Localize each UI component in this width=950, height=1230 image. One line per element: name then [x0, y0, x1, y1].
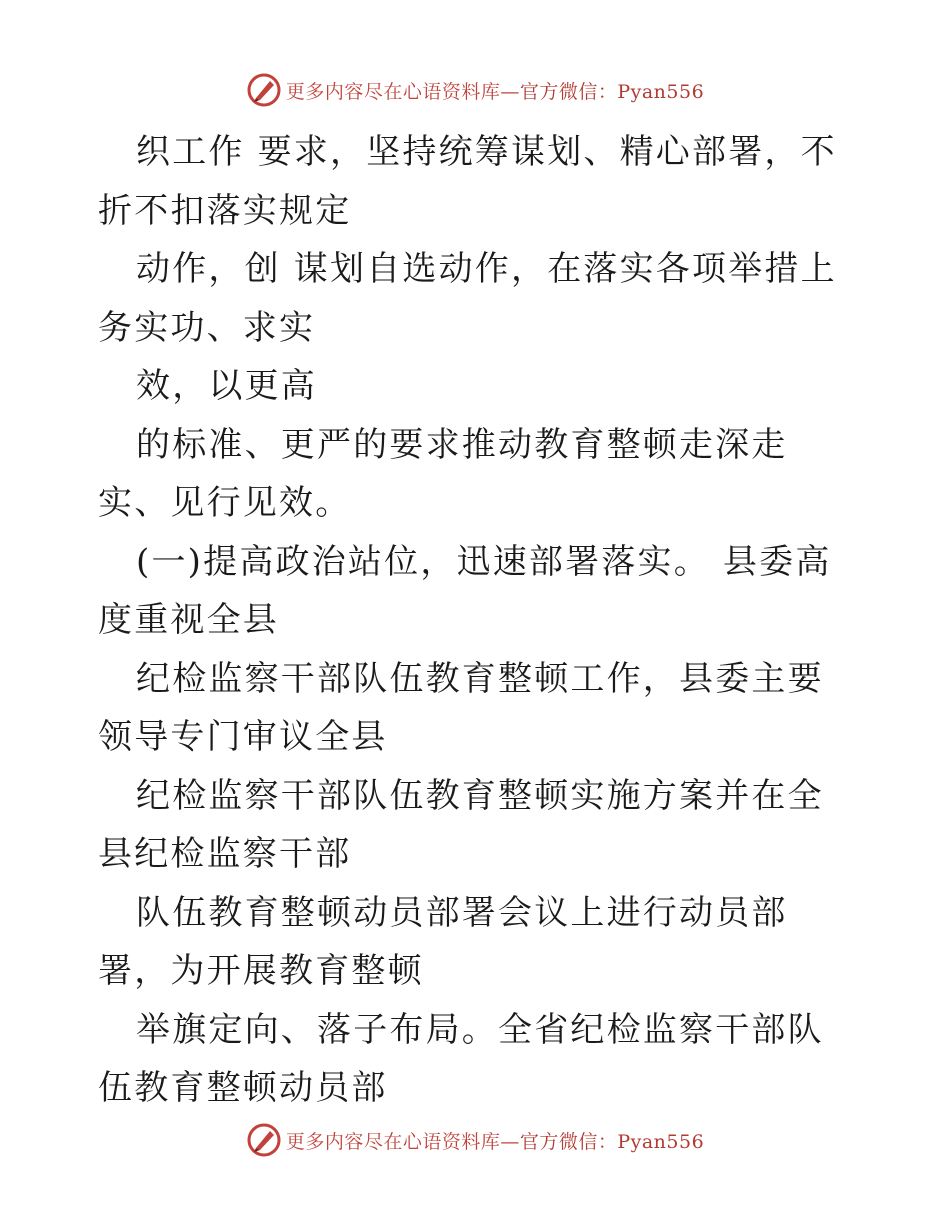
- paragraph: 效，以更高: [136, 366, 317, 406]
- paragraph: 队伍教育整顿动员部署会议上进行动员部署，为开展教育整顿: [98, 892, 788, 991]
- paragraph: 织工作 要求，坚持统筹谋划、精心部署，不折不扣落实规定: [98, 132, 837, 231]
- watermark-wechat: 官方微信：Pyan556: [519, 80, 705, 103]
- watermark-text: [286, 1127, 704, 1154]
- watermark-text: [286, 77, 704, 104]
- header-watermark: [0, 70, 950, 110]
- watermark-site: 更多内容尽在心语资料库: [285, 80, 501, 103]
- footer-watermark: [0, 1120, 950, 1160]
- paragraph: 纪检监察干部队伍教育整顿实施方案并在全县纪检监察干部: [98, 775, 824, 874]
- document-body: [98, 123, 858, 1118]
- paragraph: 的标准、更严的要求推动教育整顿走深走实、见行见效。: [98, 424, 788, 523]
- pen-nib-logo-icon: [246, 72, 282, 108]
- watermark-separator: —: [500, 80, 520, 103]
- paragraph: (一)提高政治站位，迅速部署落实。 县委高度重视全县: [98, 541, 832, 640]
- pen-nib-logo-icon: [246, 1122, 282, 1158]
- paragraph: 纪检监察干部队伍教育整顿工作，县委主要领导专门审议全县: [98, 658, 824, 757]
- paragraph: 动作，创 谋划自选动作，在落实各项举措上务实功、求实: [98, 249, 837, 348]
- watermark-site: 更多内容尽在心语资料库: [285, 1130, 501, 1153]
- paragraph: 举旗定向、落子布局。全省纪检监察干部队伍教育整顿动员部: [98, 1009, 824, 1108]
- watermark-separator: —: [500, 1130, 520, 1153]
- watermark-wechat: 官方微信：Pyan556: [519, 1130, 705, 1153]
